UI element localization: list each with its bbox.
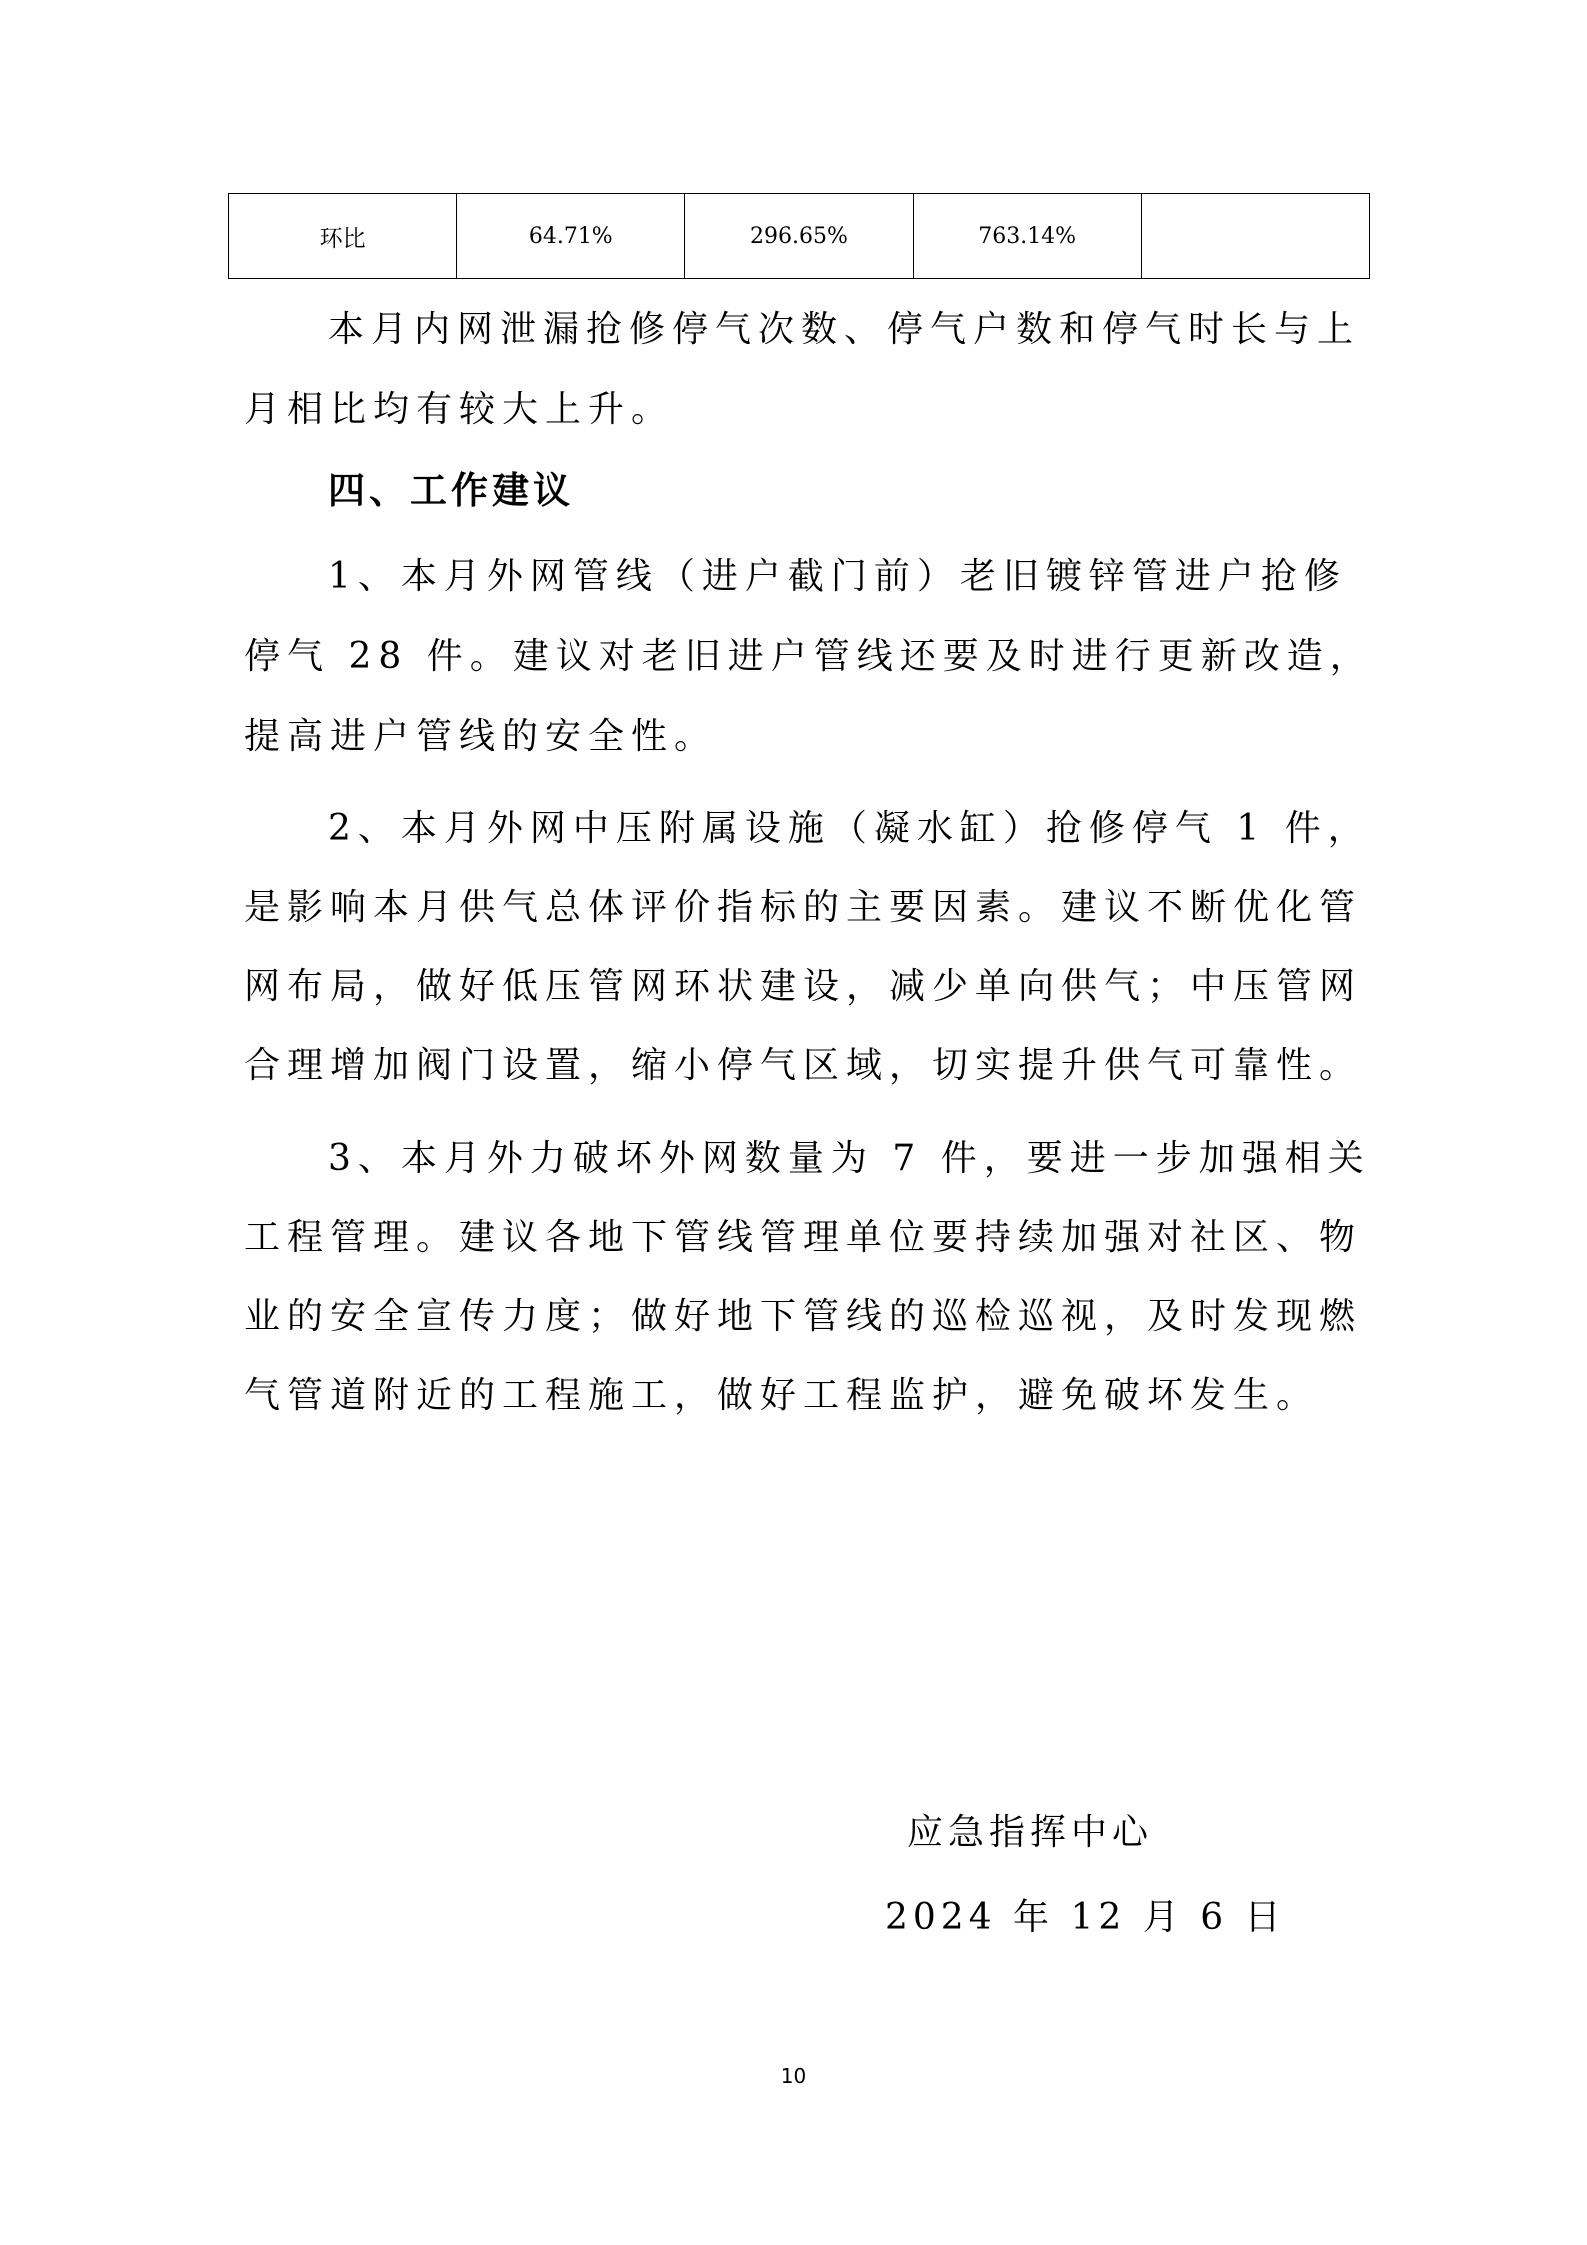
table-row (229, 194, 1370, 279)
value-cell-2: 296.65% (685, 194, 913, 279)
page-number: 10 (780, 2064, 807, 2088)
value-cell-1: 64.71% (457, 194, 685, 279)
signature-organization: 应急指挥中心 (907, 1812, 1154, 1853)
row-label-cell: 环比 (229, 194, 457, 279)
suggestion-3-line-4: 气管道附近的工程施工，做好工程监护，避免破坏发生。 (244, 1375, 1320, 1416)
summary-line-1: 本月内网泄漏抢修停气次数、停气户数和停气时长与上 (328, 309, 1361, 350)
signature-date: 2024 年 12 月 6 日 (885, 1897, 1286, 1938)
suggestion-2-line-4: 合理增加阀门设置，缩小停气区域，切实提升供气可靠性。 (244, 1045, 1363, 1086)
suggestion-1-line-1: 1、本月外网管线（进户截门前）老旧镀锌管进户抢修 (328, 556, 1347, 597)
suggestion-1-line-2: 停气 28 件。建议对老旧进户管线还要及时进行更新改造， (244, 636, 1373, 677)
suggestion-2-line-1: 2、本月外网中压附属设施（凝水缸）抢修停气 1 件， (328, 808, 1371, 849)
suggestion-1-line-3: 提高进户管线的安全性。 (244, 716, 718, 757)
section-heading: 四、工作建议 (328, 469, 574, 512)
value-cell-4 (1141, 194, 1369, 279)
suggestion-2-line-3: 网布局，做好低压管网环状建设，减少单向供气；中压管网 (244, 966, 1363, 1007)
suggestion-3-line-3: 业的安全宣传力度；做好地下管线的巡检巡视，及时发现燃 (244, 1296, 1363, 1337)
value-cell-3: 763.14% (913, 194, 1141, 279)
suggestion-3-line-2: 工程管理。建议各地下管线管理单位要持续加强对社区、物 (244, 1217, 1363, 1258)
statistics-table-row (228, 193, 1370, 279)
suggestion-3-line-1: 3、本月外力破坏外网数量为 7 件，要进一步加强相关 (328, 1138, 1371, 1179)
summary-line-2: 月相比均有较大上升。 (244, 389, 675, 430)
suggestion-2-line-2: 是影响本月供气总体评价指标的主要因素。建议不断优化管 (244, 887, 1363, 928)
